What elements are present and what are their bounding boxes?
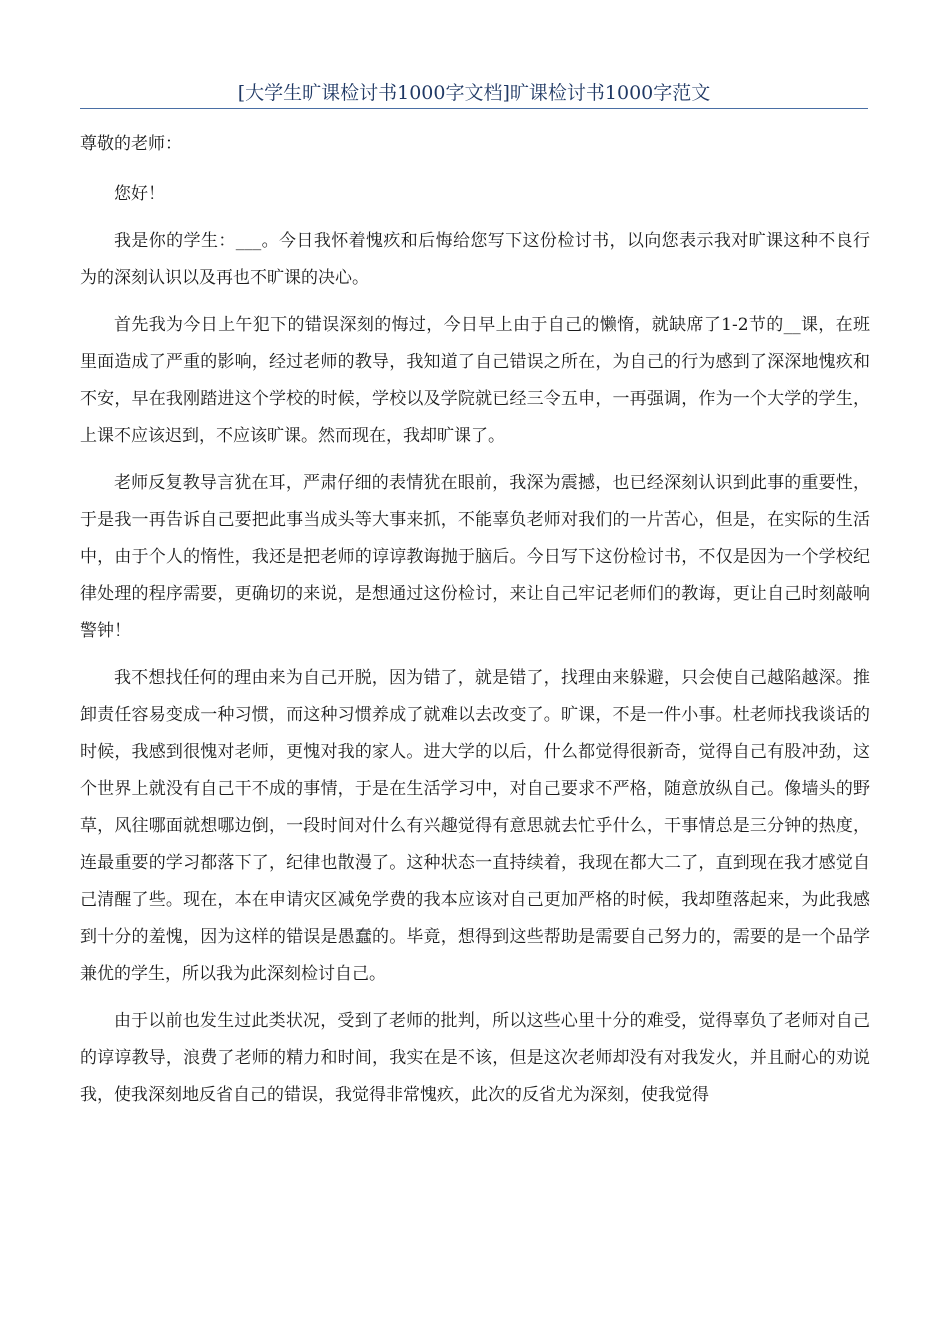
paragraph: 老师反复教导言犹在耳，严肃仔细的表情犹在眼前，我深为震撼，也已经深刻认识到此事的重要性，于是我一再告诉自己要把此事当成头等大事来抓，不能辜负老师对我们的一片苦心，但是，在实际的生活中，由于个人的惰性，我还是把老师的谆谆教诲抛于脑后。今日写下这份检讨书，不仅是因为一个学校纪律处理的程序需要，更确切的来说，是想通过这份检讨，来让自己牢记老师们的教诲，更让自己时刻敲响警钟！ [80,473,870,641]
paragraph: 首先我为今日上午犯下的错误深刻的悔过，今日早上由于自己的懒惰，就缺席了1-2节的__课，在班里面造成了严重的影响，经过老师的教导，我知道了自己错误之所在，为自己的行为感到了深深地愧疚和不安，早在我刚踏进这个学校的时候，学校以及学院就已经三令五申，一再强调，作为一个大学的学生，上课不应该迟到，不应该旷课。然而现在，我却旷课了。 [80,315,870,446]
document-body [80,176,870,1124]
paragraph-intro: 我是你的学生：___。今日我怀着愧疚和后悔给您写下这份检讨书，以向您表示我对旷课这种不良行为的深刻认识以及再也不旷课的决心。 [80,231,870,288]
paragraph: 由于以前也发生过此类状况，受到了老师的批判，所以这些心里十分的难受，觉得辜负了老师对自己的谆谆教导，浪费了老师的精力和时间，我实在是不该，但是这次老师却没有对我发火，并且耐心的劝说我，使我深刻地反省自己的错误，我觉得非常愧疚，此次的反省尤为深刻，使我觉得 [80,1011,870,1105]
paragraph: 我不想找任何的理由来为自己开脱，因为错了，就是错了，找理由来躲避，只会使自己越陷越深。推卸责任容易变成一种习惯，而这种习惯养成了就难以去改变了。旷课，不是一件小事。杜老师找我谈话的时候，我感到很愧对老师，更愧对我的家人。进大学的以后，什么都觉得很新奇，觉得自己有股冲劲，这个世界上就没有自己干不成的事情，于是在生活学习中，对自己要求不严格，随意放纵自己。像墙头的野草，风往哪面就想哪边倒，一段时间对什么有兴趣觉得有意思就去忙乎什么，干事情总是三分钟的热度，连最重要的学习都落下了，纪律也散漫了。这种状态一直持续着，我现在都大二了，直到现在我才感觉自己清醒了些。现在，本在申请灾区减免学费的我本应该对自己更加严格的时候，我却堕落起来，为此我感到十分的羞愧，因为这样的错误是愚蠢的。毕竟，想得到这些帮助是需要自己努力的，需要的是一个品学兼优的学生，所以我为此深刻检讨自己。 [80,668,870,984]
document-header [80,80,868,109]
header-title: [大学生旷课检讨书1000字文档]旷课检讨书1000字范文 [237,82,711,104]
paragraph-greeting: 您好！ [114,184,165,204]
salutation: 尊敬的老师： [80,134,182,154]
